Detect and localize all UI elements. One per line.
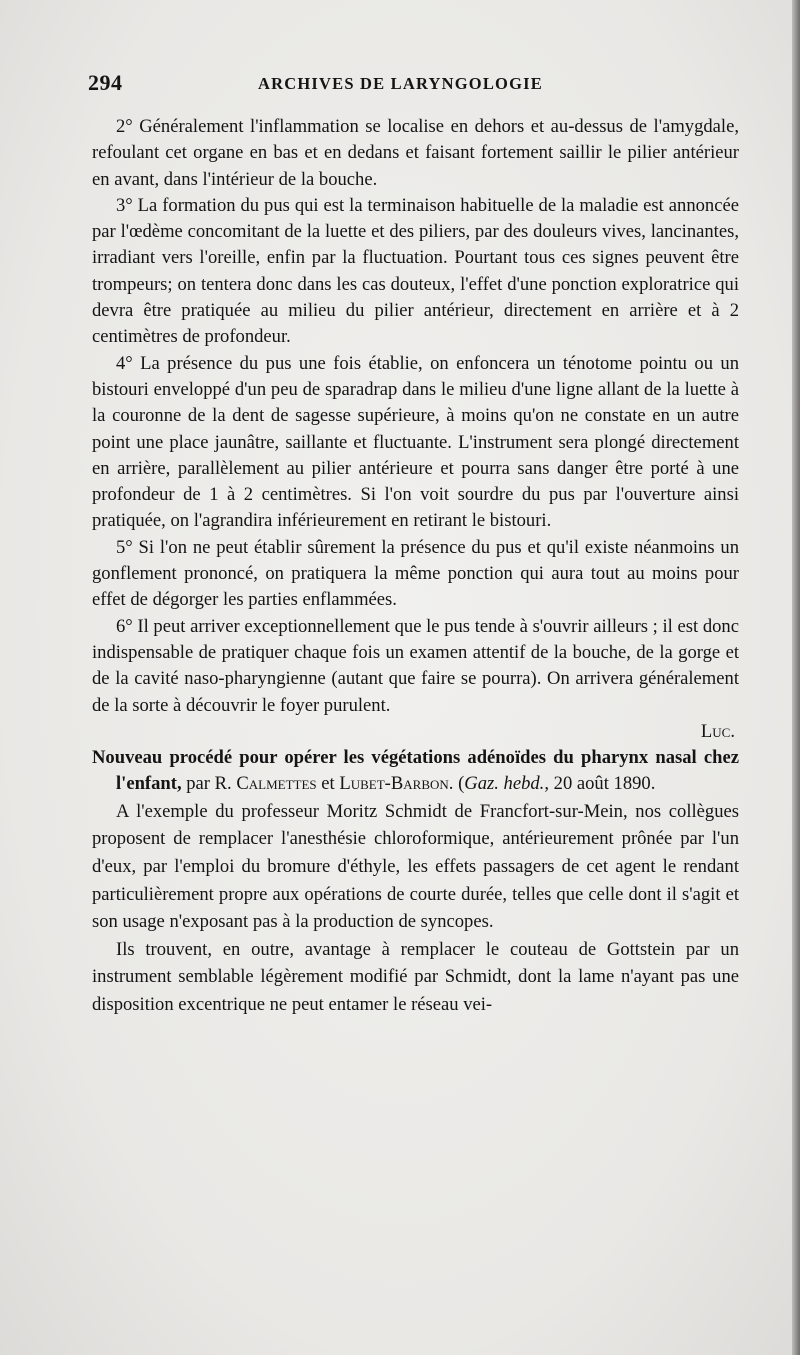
article-body: [92, 798, 739, 1019]
page-edge-shadow: [792, 0, 800, 1355]
paragraph-5: 5° Si l'on ne peut établir sûrement la présence du pus et qu'il existe néanmoins un gonflement prononcé, on pratiquera la même ponction qui aura tout au moins pour effet de dégorger les parties enflammées.: [92, 536, 739, 611]
page-header: [88, 70, 738, 100]
article-title: [92, 745, 739, 798]
paragraph-6: 6° Il peut arriver exceptionnellement que le pus tende à s'ouvrir ailleurs ; il est donc indispensable de pratiquer chaque fois un examen attentif de la bouche, de la gorge et de la cavité naso-pharyngienne (autant que faire se pourra). On arrivera généralement de la sorte à découvrir le foyer purulent.: [92, 615, 739, 716]
article-and: et: [316, 773, 340, 795]
article-author-1: Calmettes: [236, 773, 317, 795]
author-signature: Luc.: [700, 720, 735, 742]
article-author-2: Lubet-Barbon: [339, 773, 449, 795]
running-title: ARCHIVES DE LARYNGOLOGIE: [258, 74, 543, 93]
page-number: 294: [88, 70, 123, 95]
page-body: [92, 114, 739, 1018]
article-by: par R.: [181, 773, 237, 795]
paragraph-3: 3° La formation du pus qui est la terminaison habituelle de la maladie est annoncée par l'œdème concomitant de la luette et des piliers, par des douleurs vives, lancinantes, irradiant vers l'oreille, enfin par la fluctuation. Pourtant tous ces signes peuvent être trompeurs; on tentera donc dans les cas douteux, l'effet d'une ponction exploratrice qui devra être pratiquée au milieu du pilier antérieur, directement en arrière et à 2 centimètres de profondeur.: [92, 194, 739, 348]
article-paragraph-1: A l'exemple du professeur Moritz Schmidt de Francfort-sur-Mein, nos collègues proposent de remplacer l'anesthésie chloroformique, antérieurement prônée par l'un d'eux, par l'emploi du bromure d'éthyle, les effets passagers de cet agent le rendant particulièrement propre aux opérations de courte durée, telles que celle dont il s'agit et son usage n'exposant pas à la production de syncopes.: [92, 800, 739, 933]
paragraph-2: 2° Généralement l'inflammation se localise en dehors et au-dessus de l'amygdale, refoulant cet organe en bas et en dedans et faisant fortement saillir le pilier antérieur en avant, dans l'intérieur de la bouche.: [92, 116, 739, 190]
paragraph-4: 4° La présence du pus une fois établie, on enfoncera un ténotome pointu ou un bistouri enveloppé d'un peu de sparadrap dans le milieu d'une ligne allant de la luette à la couronne de la dent de sagesse supérieure, à moins qu'on ne constate en un autre point une place jaunâtre, saillante et fluctuante. L'instrument sera plongé directement en arrière, parallèlement au pilier antérieure et pourra sans danger être porté à une profondeur de 1 à 2 centimètres. Si l'on voit sourdre du pus par l'ouverture ainsi pratiquée, on l'agrandira inférieurement en retirant le bistouri.: [92, 352, 739, 532]
article-source-open: . (: [448, 773, 465, 795]
article-title-bold: Nouveau procédé pour opérer les végétations adénoïdes du pharynx nasal chez l'enfant,: [92, 747, 739, 795]
article-source-journal: Gaz. hebd.: [464, 773, 545, 795]
article-source-date: , 20 août 1890.: [544, 773, 656, 795]
article-paragraph-2: Ils trouvent, en outre, avantage à remplacer le couteau de Gottstein par un instrument semblable légèrement modifié par Schmidt, dont la lame n'ayant pas une disposition excentrique ne peut entamer le réseau vei-: [92, 938, 739, 1015]
